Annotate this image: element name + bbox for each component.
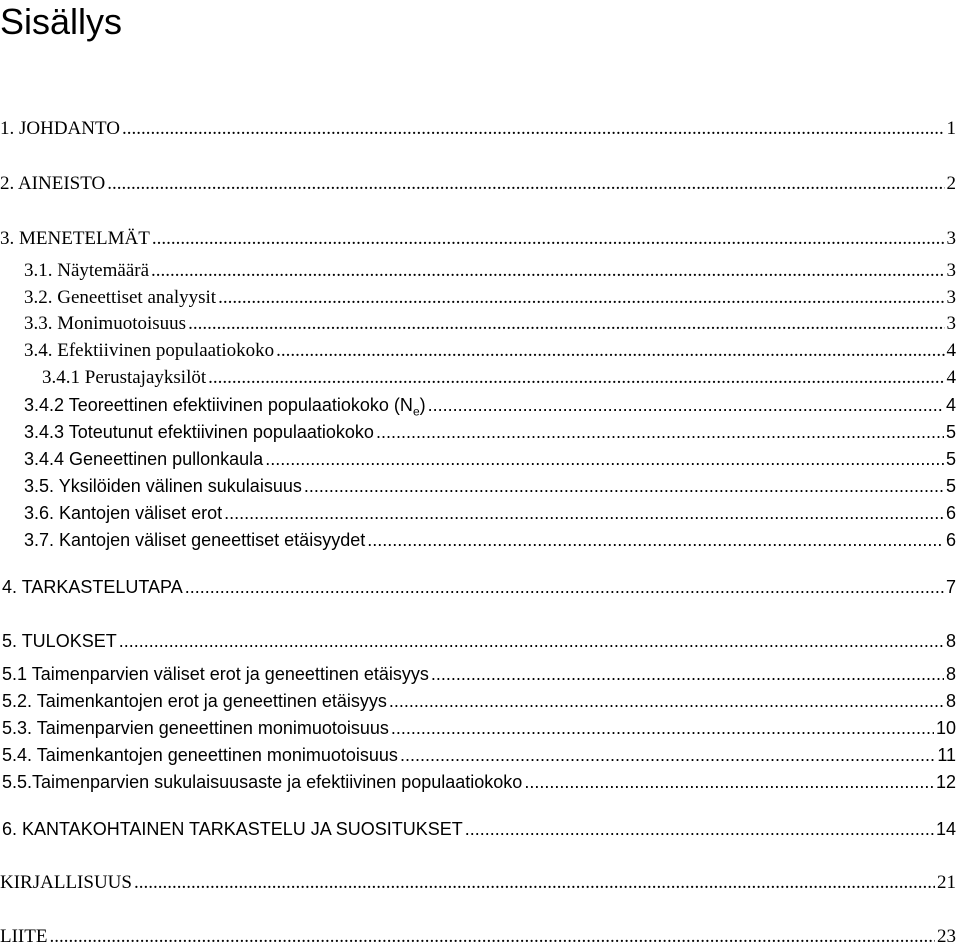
toc-entry[interactable]: [2, 717, 956, 739]
leader-dots: [304, 475, 944, 497]
toc-entry-label: LIITE: [0, 926, 48, 947]
leader-dots: [465, 818, 934, 840]
toc-entry-page: 5: [945, 449, 956, 469]
leader-dots: [122, 118, 945, 140]
toc-entry[interactable]: [24, 287, 956, 309]
toc-entry[interactable]: [2, 663, 956, 685]
toc-entry[interactable]: [24, 529, 956, 551]
toc-entry-label: 4. TARKASTELUTAPA: [2, 577, 183, 597]
toc-entry-page: 14: [935, 819, 956, 839]
toc-entry-page: 5: [945, 422, 956, 442]
toc-entry-label: 5.2. Taimenkantojen erot ja geneettinen etäisyys: [2, 691, 387, 711]
toc-entry[interactable]: [24, 475, 956, 497]
toc-entry-page: 3: [946, 313, 956, 334]
leader-dots: [185, 576, 944, 598]
toc-entry[interactable]: [42, 367, 956, 389]
toc-entry-page: 4: [946, 367, 956, 388]
toc-entry-label: 3. MENETELMÄT: [0, 228, 150, 249]
toc-entry-page: 5: [945, 476, 956, 496]
leader-dots: [367, 529, 944, 551]
leader-dots: [376, 421, 944, 443]
toc-entry[interactable]: [2, 771, 956, 793]
toc-entry[interactable]: [24, 502, 956, 524]
toc-entry[interactable]: [0, 872, 956, 894]
toc-entry[interactable]: [2, 744, 956, 766]
toc-entry-page: 3: [946, 228, 956, 249]
leader-dots: [218, 287, 944, 309]
toc-entry-page: 3: [946, 287, 956, 308]
leader-dots: [431, 663, 944, 685]
toc-entry[interactable]: [0, 926, 956, 948]
toc-entry-page: 23: [937, 926, 956, 947]
toc-entry[interactable]: [2, 630, 956, 652]
toc-entry-page: 6: [945, 503, 956, 523]
leader-dots: [389, 690, 944, 712]
leader-dots: [151, 260, 944, 282]
leader-dots: [134, 872, 935, 894]
toc-entry-page: 8: [945, 664, 956, 684]
leader-dots: [524, 771, 934, 793]
toc-entry-label: 3.6. Kantojen väliset erot: [24, 503, 223, 523]
toc-entry-label: 3.1. Näytemäärä: [24, 260, 150, 281]
toc-entry-label: 3.4.4 Geneettinen pullonkaula: [24, 449, 264, 469]
leader-dots: [107, 173, 944, 195]
toc-entry-label: 3.5. Yksilöiden välinen sukulaisuus: [24, 476, 302, 496]
toc-entry[interactable]: [24, 394, 956, 419]
toc-entry-label: 3.3. Monimuotoisuus: [24, 313, 187, 334]
subscript-e: e: [412, 404, 420, 419]
leader-dots: [428, 394, 944, 416]
toc-entry-page: 11: [937, 745, 956, 765]
toc-entry-label: 3.4.1 Perustajayksilöt: [42, 367, 207, 388]
toc-entry[interactable]: [2, 818, 956, 840]
toc-entry-page: 12: [935, 772, 956, 792]
leader-dots: [276, 340, 944, 362]
toc-entry-page: 4: [946, 340, 956, 361]
leader-dots: [265, 448, 944, 470]
toc-entry-page: 8: [945, 631, 956, 651]
toc-entry-page: 1: [946, 118, 956, 139]
toc-entry[interactable]: [24, 448, 956, 470]
leader-dots: [391, 717, 934, 739]
toc-entry-page: 3: [946, 260, 956, 281]
toc-entry[interactable]: [0, 118, 956, 140]
leader-dots: [400, 744, 935, 766]
toc-entry-label: 5.3. Taimenparvien geneettinen monimuotoisuus: [2, 718, 389, 738]
toc-entry-page: 4: [945, 395, 956, 415]
toc-entry-label: 5.1 Taimenparvien väliset erot ja geneettinen etäisyys: [2, 664, 429, 684]
toc-entry-label: 6. KANTAKOHTAINEN TARKASTELU JA SUOSITUKSET: [2, 819, 463, 839]
toc-entry[interactable]: [0, 228, 956, 250]
leader-dots: [49, 926, 935, 948]
page-title: Sisällys: [0, 1, 123, 42]
toc-entry-page: 2: [946, 173, 956, 194]
toc-entry[interactable]: [24, 421, 956, 443]
toc-entry-page: 21: [937, 872, 956, 893]
toc-entry-label: 2. AINEISTO: [0, 173, 106, 194]
toc-entry[interactable]: [24, 313, 956, 335]
toc-entry-page: 7: [945, 577, 956, 597]
toc-entry-label: 3.7. Kantojen väliset geneettiset etäisyydet: [24, 530, 366, 550]
toc-entry-label: 5.4. Taimenkantojen geneettinen monimuotoisuus: [2, 745, 398, 765]
leader-dots: [224, 502, 944, 524]
leader-dots: [208, 367, 944, 389]
leader-dots: [119, 630, 944, 652]
leader-dots: [188, 313, 944, 335]
toc-entry-page: 8: [945, 691, 956, 711]
toc-entry[interactable]: [24, 340, 956, 362]
toc-entry[interactable]: [2, 690, 956, 712]
toc-entry[interactable]: [2, 576, 956, 598]
toc-entry-label: KIRJALLISUUS: [0, 872, 132, 893]
toc-entry-label: [24, 394, 426, 419]
toc-entry-page: 6: [945, 530, 956, 550]
toc-entry-label: 5.5.Taimenparvien sukulaisuusaste ja efektiivinen populaatiokoko: [2, 772, 523, 792]
toc-entry-label: 3.4. Efektiivinen populaatiokoko: [24, 340, 275, 361]
leader-dots: [152, 228, 945, 250]
toc-entry-label: 3.2. Geneettiset analyysit: [24, 287, 217, 308]
toc-entry-label: 5. TULOKSET: [2, 631, 117, 651]
toc-entry-page: 10: [935, 718, 956, 738]
toc-entry-label-close: ): [419, 395, 426, 415]
toc-entry[interactable]: [24, 260, 956, 282]
toc-entry-label: 1. JOHDANTO: [0, 118, 120, 139]
toc-entry-label: 3.4.3 Toteutunut efektiivinen populaatiokoko: [24, 422, 374, 442]
toc-entry-label-main: 3.4.2 Teoreettinen efektiivinen populaatiokoko (N: [24, 395, 413, 415]
toc-entry[interactable]: [0, 173, 956, 195]
